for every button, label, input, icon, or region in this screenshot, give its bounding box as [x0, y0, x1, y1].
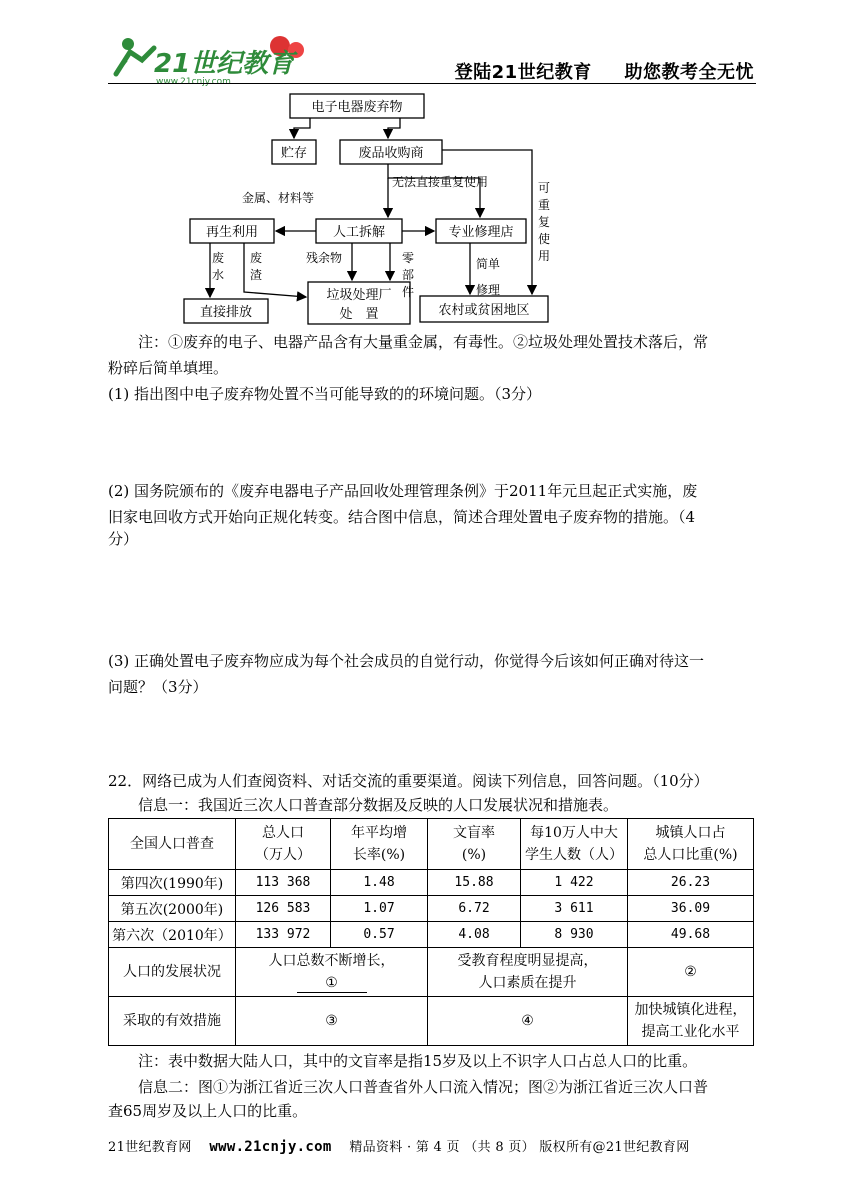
label-rural: 农村或贫困地区	[438, 303, 530, 318]
th-illiteracy: 文盲率 (%)	[428, 819, 521, 870]
ewaste-flowchart	[180, 92, 560, 332]
th-census: 全国人口普查	[109, 819, 236, 870]
label-waste-residue: 废渣	[250, 251, 263, 282]
label-landfill-2: 处 置	[339, 307, 379, 322]
site-logo[interactable]	[108, 30, 318, 86]
label-landfill-1: 垃圾处理厂	[326, 288, 392, 303]
info-2-line-1: 信息二：图①为浙江省近三次人口普查省外人口流入情况；图②为浙江省近三次人口普	[138, 1078, 709, 1096]
info-1: 信息一：我国近三次人口普查部分数据及反映的人口发展状况和措施表。	[138, 796, 619, 814]
question-2-line-3: 分）	[108, 530, 139, 548]
footer-page-info: 精品资料 · 第 4 页 （共 8 页） 版权所有@21世纪教育网	[349, 1140, 690, 1155]
note-1-line-2: 粉碎后简单填埋。	[108, 359, 229, 377]
label-cannot-reuse: 无法直接重复使用	[392, 175, 489, 189]
blank-2: ②	[628, 948, 754, 997]
question-2-line-2: 旧家电回收方式开始向正规化转变。结合图中信息，简述合理处置电子废弃物的措施。（4	[108, 508, 696, 526]
th-urban: 城镇人口占 总人口比重(%)	[628, 819, 754, 870]
logo-url: www.21cnjy.com	[156, 77, 231, 86]
logo-text: 21世纪教育	[154, 49, 295, 79]
blank-4: ④	[428, 997, 628, 1046]
logo-graphic	[108, 30, 318, 86]
question-1: (1) 指出图中电子废弃物处置不当可能导致的的环境问题。（3分）	[108, 385, 542, 403]
label-storage: 贮存	[280, 146, 308, 161]
question-2-line-1: (2) 国务院颁布的《废弃电器电子产品回收处理管理条例》于2011年元旦起正式实施，废	[108, 482, 698, 500]
table-row: 第六次（2010年） 133 972 0.57 4.08 8 930 49.68	[109, 922, 754, 948]
table-header-row	[109, 819, 754, 870]
label-residue: 残余物	[306, 251, 343, 265]
label-waste-water: 废水	[212, 251, 225, 282]
info-2-line-2: 查65周岁及以上人口的比重。	[108, 1102, 308, 1120]
th-population: 总人口 （万人）	[236, 819, 331, 870]
status-label: 人口的发展状况	[109, 948, 236, 997]
status-population: 人口总数不断增长， ①	[236, 948, 428, 997]
label-metal: 金属、材料等	[242, 191, 315, 205]
question-3-line-2: 问题？（3分）	[108, 678, 208, 696]
footer-site: 21世纪教育网	[108, 1140, 192, 1155]
status-education: 受教育程度明显提高， 人口素质在提升	[428, 948, 628, 997]
label-buyer: 废品收购商	[358, 146, 424, 161]
note-2: 注：表中数据大陆人口，其中的文盲率是指15岁及以上不识字人口占总人口的比重。	[138, 1052, 698, 1070]
question-22: 22．网络已成为人们查阅资料、对话交流的重要渠道。阅读下列信息，回答问题。（10分）	[108, 772, 709, 790]
slogan-help: 助您教考全无忧	[624, 62, 754, 83]
label-repair: 专业修理店	[448, 225, 514, 240]
header-slogan	[455, 58, 754, 84]
table-row: 第四次(1990年) 113 368 1.48 15.88 1 422 26.23	[109, 870, 754, 896]
label-reuse: 再生利用	[205, 225, 259, 240]
label-disassembly: 人工拆解	[332, 225, 386, 240]
census-table	[108, 818, 754, 1046]
measure-label: 采取的有效措施	[109, 997, 236, 1046]
label-reusable: 可重复使用	[538, 181, 551, 263]
note-1-line-1: 注：①废弃的电子、电器产品含有大量重金属，有毒性。②垃圾处理处置技术落后，常	[138, 333, 709, 351]
label-discharge: 直接排放	[199, 305, 253, 320]
header-divider	[108, 83, 756, 84]
question-3-line-1: (3) 正确处置电子废弃物应成为每个社会成员的自觉行动，你觉得今后该如何正确对待这一	[108, 652, 705, 670]
label-simple-repair: 简单修理	[476, 257, 501, 297]
th-growth: 年平均增 长率(%)	[331, 819, 428, 870]
label-parts: 零部件	[402, 251, 415, 299]
label-source: 电子电器废弃物	[311, 100, 403, 115]
footer-url[interactable]: www.21cnjy.com	[209, 1139, 332, 1155]
blank-1: ①	[297, 974, 367, 993]
th-students: 每10万人中大 学生人数（人）	[521, 819, 628, 870]
table-row-status	[109, 948, 754, 997]
slogan-login: 登陆21世纪教育	[454, 62, 592, 83]
table-row-measures	[109, 997, 754, 1046]
blank-3: ③	[236, 997, 428, 1046]
table-row: 第五次(2000年) 126 583 1.07 6.72 3 611 36.09	[109, 896, 754, 922]
page-footer	[108, 1136, 690, 1155]
note-1	[108, 329, 758, 355]
measure-urban: 加快城镇化进程， 提高工业化水平	[628, 997, 754, 1046]
